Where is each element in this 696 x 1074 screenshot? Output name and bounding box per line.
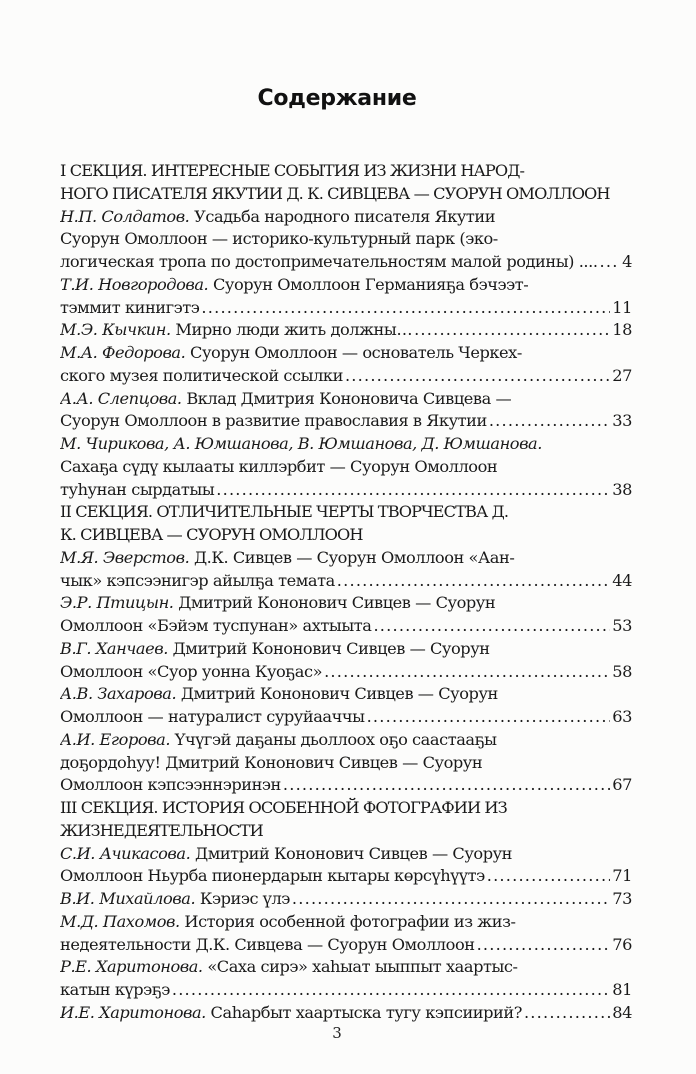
toc-entry-line [60, 956, 632, 979]
toc-entry-line [60, 865, 632, 888]
toc-entry-line [60, 342, 632, 365]
dot-leader [367, 706, 611, 729]
toc-entry [60, 638, 632, 684]
toc-entry-line [60, 774, 632, 797]
toc-entry-text [60, 206, 495, 229]
toc-entry [60, 319, 632, 342]
toc-title: Дмитрий Кононович Сивцев — Суорун [167, 638, 490, 658]
toc-title: Үчүгэй даҕаны дьоллоох оҕо саастааҕы [170, 729, 497, 749]
toc-title: туһунан сырдатыы [60, 479, 215, 499]
toc-title: Д.К. Сивцев — Суорун Омоллоон «Аан- [189, 547, 515, 567]
toc-entry [60, 911, 632, 957]
toc-entry [60, 1002, 632, 1025]
toc-entry-line [60, 729, 632, 752]
toc-entry-text [60, 342, 522, 365]
toc-page-ref: 84 [612, 1002, 632, 1022]
toc-entry-text [60, 1002, 522, 1025]
toc-entry-line [60, 615, 632, 638]
toc-entry-line [60, 388, 632, 411]
table-of-contents [60, 160, 632, 1025]
section-heading-text: III СЕКЦИЯ. ИСТОРИЯ ОСОБЕННОЙ ФОТОГРАФИИ ИЗ [60, 798, 507, 817]
toc-title: Суорун Омоллоон в развитие православия в Якутии [60, 411, 487, 431]
section-heading-line [60, 797, 632, 820]
toc-entry-line [60, 1002, 632, 1025]
toc-entry-line [60, 251, 632, 274]
dot-leader [373, 615, 610, 638]
dot-leader [345, 365, 610, 388]
toc-page-ref: 44 [612, 570, 632, 590]
toc-title: «Саха сирэ» хаһыат ыыппыт хаартыс- [202, 957, 518, 977]
toc-title: Дмитрий Кононович Сивцев — Суорун [173, 593, 496, 613]
dot-leader [337, 570, 611, 593]
toc-title: Дмитрий Кононович Сивцев — Суорун [190, 843, 513, 863]
toc-entry [60, 592, 632, 638]
toc-title: История особенной фотографии из жиз- [179, 911, 516, 931]
toc-entry [60, 342, 632, 388]
toc-title: Суорун Омоллоон — историко-культурный парк (эко- [60, 229, 498, 249]
section-heading-line [60, 160, 632, 183]
toc-page-ref: 67 [612, 775, 632, 795]
toc-author: М.Я. Эверстов. [60, 547, 190, 567]
toc-entry-text [60, 388, 511, 411]
toc-entry-line [60, 570, 632, 593]
toc-page-ref: 27 [612, 365, 632, 385]
toc-section-heading [60, 501, 632, 547]
toc-page-ref: 4 [622, 252, 632, 271]
toc-author: А.В. Захарова. [60, 684, 177, 704]
toc-title: Мирно люди жить должны… [170, 320, 413, 340]
toc-entry-line [60, 683, 632, 706]
section-heading-line [60, 820, 632, 843]
toc-entry-line [60, 410, 632, 433]
toc-title: Сахаҕа сүдү кылааты киллэрбит — Суорун Омоллоон [60, 456, 498, 476]
toc-entry [60, 888, 632, 911]
toc-title: Омоллоон Ньурба пионердарын кытары көрсүһүүтэ [60, 866, 485, 886]
dot-leader [600, 251, 621, 274]
dot-leader [414, 319, 610, 342]
toc-title: Саһарбыт хаартыска тугу кэпсиирий? [205, 1002, 522, 1022]
toc-entry-line [60, 274, 632, 297]
toc-author: В.Г. Ханчаев. [60, 638, 168, 658]
toc-entry-text [60, 683, 498, 706]
toc-author: М.А. Федорова. [60, 343, 186, 362]
dot-leader [201, 297, 610, 320]
toc-author: Э.Р. Птицын. [60, 593, 174, 613]
toc-entry-text [60, 956, 518, 979]
dot-leader [283, 774, 610, 797]
toc-author: И.Е. Харитонова. [60, 1002, 206, 1022]
toc-entry-line [60, 592, 632, 615]
toc-page-ref: 18 [612, 320, 632, 340]
toc-entry [60, 274, 632, 320]
toc-author: Р.Е. Харитонова. [60, 957, 203, 977]
toc-entry-line [60, 911, 632, 934]
toc-title: доҕордоһуу! Дмитрий Кононович Сивцев — Суорун [60, 752, 483, 772]
toc-page-ref: 38 [612, 479, 632, 499]
toc-author: М. Чирикова, А. Юмшанова, В. Юмшанова, Д. Юмшанова. [60, 434, 542, 453]
section-heading-text: I СЕКЦИЯ. ИНТЕРЕСНЫЕ СОБЫТИЯ ИЗ ЖИЗНИ НАРОД- [60, 161, 525, 180]
toc-page-ref: 53 [612, 616, 632, 635]
toc-entry-text [60, 274, 528, 297]
toc-section-heading [60, 160, 632, 206]
dot-leader [172, 979, 610, 1002]
toc-author: Т.И. Новгородова. [60, 274, 209, 294]
toc-page-ref: 33 [612, 411, 632, 431]
toc-entry-line [60, 547, 632, 570]
toc-title: Омоллоон «Суор уонна Куоҕас» [60, 661, 323, 681]
toc-title: Дмитрий Кононович Сивцев — Суорун [176, 684, 498, 704]
toc-title: Суорун Омоллоон — основатель Черкех- [185, 343, 522, 362]
section-heading-text: К. СИВЦЕВА — СУОРУН ОМОЛЛООН [60, 525, 363, 544]
dot-leader [292, 888, 610, 911]
toc-entry-line [60, 456, 632, 479]
toc-author: М.Д. Пахомов. [60, 911, 180, 931]
toc-entry-text [60, 888, 290, 911]
toc-title: недеятельности Д.К. Сивцева — Суорун Омоллоон [60, 934, 475, 954]
toc-title: логическая тропа по достопримечательностям малой родины) .... [60, 252, 598, 271]
section-heading-line [60, 524, 632, 547]
toc-section-heading [60, 797, 632, 843]
page-number: 3 [332, 1024, 342, 1042]
dot-leader [216, 479, 610, 502]
toc-author: М.Э. Кычкин. [60, 320, 171, 340]
toc-entry-line [60, 365, 632, 388]
toc-entry [60, 729, 632, 797]
toc-entry-line [60, 934, 632, 957]
toc-author: А.А. Слепцова. [60, 388, 182, 408]
toc-page-ref: 73 [612, 889, 632, 908]
toc-entry-text [60, 638, 490, 661]
toc-author: А.И. Егорова. [60, 729, 171, 749]
toc-entry-line [60, 479, 632, 502]
toc-page-ref: 81 [612, 980, 632, 999]
toc-page-ref: 63 [612, 707, 632, 726]
toc-entry [60, 206, 632, 274]
toc-title: тэммит кинигэтэ [60, 297, 200, 317]
toc-entry-line [60, 706, 632, 729]
toc-entry-text [60, 729, 497, 752]
toc-entry [60, 683, 632, 729]
toc-author: С.И. Ачикасова. [60, 843, 191, 863]
toc-entry [60, 547, 632, 593]
toc-title: Омоллоон «Бэйэм туспунан» ахтыыта [60, 616, 372, 635]
toc-title: ского музея политической ссылки [60, 365, 343, 385]
toc-title: Омоллоон — натуралист суруйааччы [60, 707, 365, 726]
toc-entry-line [60, 843, 632, 866]
toc-entry-line [60, 228, 632, 251]
toc-entry-line [60, 888, 632, 911]
toc-title: Вклад Дмитрия Кононовича Сивцева — [181, 388, 512, 408]
toc-page-ref: 76 [612, 934, 632, 954]
toc-author: Н.П. Солдатов. [60, 206, 190, 226]
dot-leader [489, 410, 610, 433]
dot-leader [524, 1002, 610, 1025]
toc-title: Омоллоон кэпсээннэринэн [60, 775, 281, 795]
dot-leader [477, 934, 611, 957]
toc-entry [60, 843, 632, 889]
toc-entry-text [60, 433, 542, 456]
toc-title: Кэриэс үлэ [195, 889, 290, 908]
toc-entry-line [60, 752, 632, 775]
toc-page-ref: 71 [612, 866, 632, 886]
dot-leader [324, 661, 610, 684]
section-heading-line [60, 501, 632, 524]
dot-leader [487, 865, 611, 888]
section-heading-text: II СЕКЦИЯ. ОТЛИЧИТЕЛЬНЫЕ ЧЕРТЫ ТВОРЧЕСТВА Д. [60, 502, 509, 522]
toc-entry-line [60, 206, 632, 229]
toc-entry-text [60, 592, 495, 615]
toc-page-ref: 58 [612, 661, 632, 681]
section-heading-line [60, 183, 632, 206]
toc-title: Усадьба народного писателя Якутии [189, 206, 496, 226]
toc-title: чык» кэпсээнигэр айылҕа темата [60, 570, 335, 590]
toc-entry [60, 388, 632, 434]
toc-entry-line [60, 319, 632, 342]
toc-entry-line [60, 433, 632, 456]
page-title: Содержание [257, 86, 417, 111]
section-heading-text: ЖИЗНЕДЕЯТЕЛЬНОСТИ [60, 820, 263, 840]
toc-title: Суорун Омоллоон Германияҕа бэчээт- [208, 274, 529, 294]
toc-title: катын күрэҕэ [60, 980, 170, 999]
toc-entry-text [60, 319, 412, 342]
toc-entry-line [60, 979, 632, 1002]
section-heading-text: НОГО ПИСАТЕЛЯ ЯКУТИИ Д. К. СИВЦЕВА — СУОРУН ОМОЛЛООН [60, 183, 610, 203]
toc-entry-text [60, 911, 515, 934]
toc-author: В.И. Михайлова. [60, 889, 196, 908]
toc-page-ref: 11 [612, 297, 632, 317]
toc-entry-text [60, 843, 512, 866]
toc-entry-line [60, 297, 632, 320]
toc-entry-line [60, 661, 632, 684]
toc-entry [60, 433, 632, 501]
toc-entry-text [60, 547, 514, 570]
toc-entry [60, 956, 632, 1002]
toc-entry-line [60, 638, 632, 661]
